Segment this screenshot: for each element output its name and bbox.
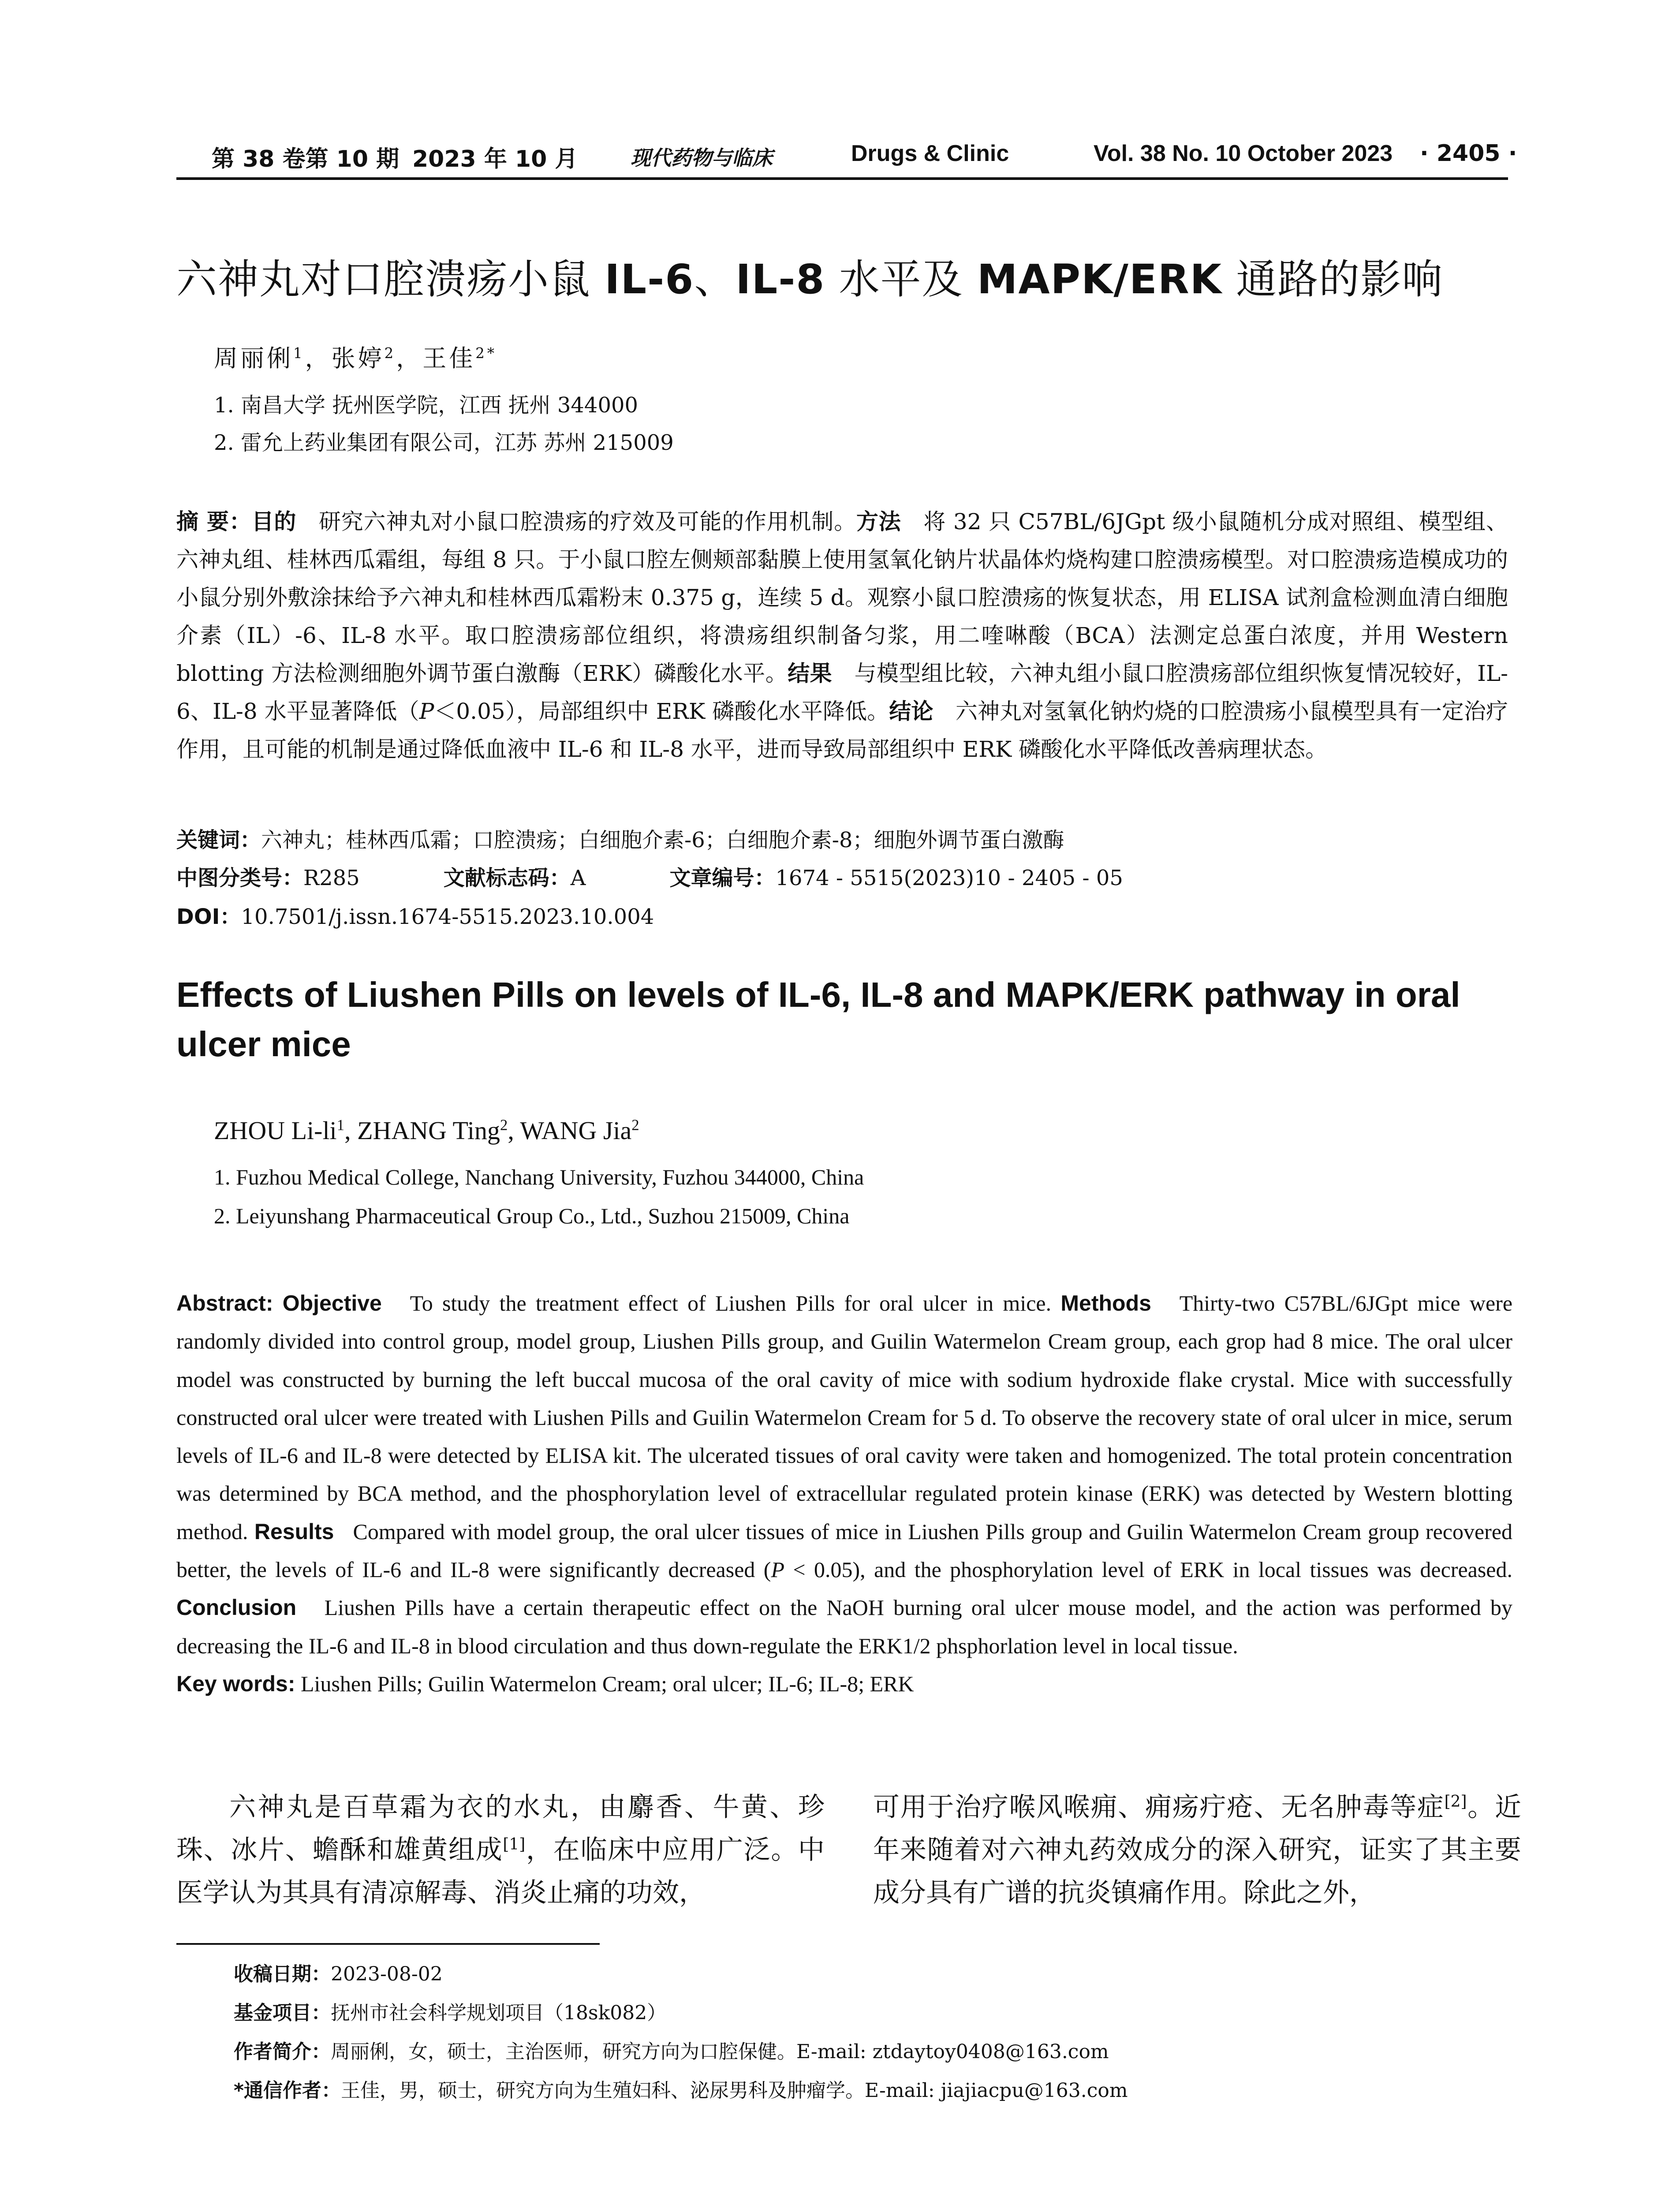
results-label: 结果: [788, 661, 833, 686]
author-affiliation-mark: 2: [384, 345, 396, 362]
author-affiliation-mark: 2*: [475, 345, 497, 362]
title-cn: [176, 247, 1443, 305]
clc-label: 中图分类号：: [176, 866, 304, 890]
p-value-symbol: P: [771, 1557, 785, 1582]
keywords-text: 六神丸；桂林西瓜霜；口腔溃疡；白细胞介素-6；白细胞介素-8；细胞外调节蛋白激酶: [261, 828, 1064, 852]
footnote-text: 2023-08-02: [331, 1963, 443, 1985]
objective-text: To study the treatment effect of Liushen Pills for oral ulcer in mice.: [410, 1291, 1052, 1316]
author-name: , ZHANG Ting: [344, 1116, 500, 1145]
citation-ref[interactable]: [2]: [1444, 1793, 1467, 1811]
conclusion-label: 结论: [889, 699, 933, 724]
header-rule: [176, 177, 1508, 180]
body-column-left: [176, 1786, 825, 1914]
issue-en: Vol. 38 No. 10 October 2023: [1094, 141, 1393, 166]
title-cn-part: IL-8: [735, 256, 825, 303]
title-cn-part: 六神丸对口腔溃疡小鼠: [176, 256, 591, 303]
doc-code-label: 文献标志码：: [443, 866, 571, 890]
title-en: Effects of Liushen Pills on levels of IL-6, IL-8 and MAPK/ERK pathway in oral ulcer mice: [176, 975, 1460, 1064]
author-name: ，王佳: [396, 344, 476, 372]
abstract-label: Abstract:: [176, 1291, 273, 1316]
doi-link[interactable]: 10.7501/j.issn.1674-5515.2023.10.004: [241, 904, 654, 929]
footnote-fund: [234, 1997, 666, 2025]
title-cn-part: 水平及: [839, 256, 963, 303]
affiliation-cn-2: 2. 雷允上药业集团有限公司，江苏 苏州 215009: [214, 430, 674, 455]
author-name: ，张婷: [305, 344, 385, 372]
footnote-rule: [176, 1943, 600, 1945]
citation-ref[interactable]: [1]: [503, 1835, 526, 1854]
abstract-en: [176, 1284, 1512, 1703]
methods-text: 将 32 只 C57BL/6JGpt 级小鼠随机分成对照组、模型组、六神丸组、桂林西瓜霜组，每组 8 只。于小鼠口腔左侧颊部黏膜上使用氢氧化钠片状晶体灼烧构建口腔溃疡模型。对口腔溃疡造模成功的小鼠分别外敷涂抹给予六神丸和桂林西瓜霜粉末 0.375 g，连续 5 d。观察小鼠口腔溃疡的恢复状态，用 ELISA 试剂盒检测血清白细胞介素（IL）-6、IL-8 水平。取口腔溃疡部位组织，将溃疡组织制备匀浆，用二喹啉酸（BCA）法测定总蛋白浓度，并用 Western blotting 方法检测细胞外调节蛋白激酶（ERK）磷酸化水平。: [176, 509, 1508, 686]
footnote-text: 抚州市社会科学规划项目（18sk082）: [331, 2002, 667, 2024]
objective-label: 目的: [251, 509, 297, 534]
keywords-label: 关键词：: [176, 828, 261, 852]
objective-label: Objective: [282, 1291, 382, 1316]
authors-en: [214, 1116, 639, 1145]
author-affiliation-mark: 1: [336, 1116, 345, 1134]
body-text: 六神丸是百草霜为衣的水丸，由麝香、牛黄、珍珠、冰片、蟾酥和雄黄组成: [176, 1792, 825, 1865]
results-text: Compared with model group, the oral ulcer tissues of mice in Liushen Pills group and Guilin Watermelon Cream group recovered better, the levels of IL-6 and IL-8 were significantly decreased (: [176, 1519, 1513, 1582]
results-text: ＜0.05），局部组织中 ERK 磷酸化水平降低。: [434, 699, 889, 724]
running-head: [176, 140, 1517, 176]
keywords-label: Key words:: [176, 1671, 295, 1696]
journal-en: Drugs & Clinic: [851, 141, 1009, 166]
footnote-text: 王佳，男，硕士，研究方向为生殖妇科、泌尿男科及肿瘤学。E-mail: jiajiacpu@163.com: [341, 2079, 1128, 2102]
results-text: 与模型组比较，六神丸组小鼠口腔溃疡部位组织恢复情况较好，IL-6、IL-8 水平显著降低（: [176, 661, 1508, 724]
article-number-value: 1674 - 5515(2023)10 - 2405 - 05: [775, 866, 1123, 890]
body-text: 。近年来随着对六神丸药效成分的深入研究，证实了其主要成分具有广谱的抗炎镇痛作用。除此之外，: [873, 1792, 1522, 1908]
methods-label: 方法: [856, 509, 901, 534]
doc-code-value: A: [570, 866, 586, 890]
results-label: Results: [254, 1519, 334, 1544]
title-cn-part: 、: [694, 256, 736, 303]
article-number-label: 文章编号：: [669, 866, 776, 890]
affiliation-en-2: 2. Leiyunshang Pharmaceutical Group Co., Ltd., Suzhou 215009, China: [214, 1203, 850, 1228]
results-text: < 0.05), and the phosphorylation level of ERK in local tissues was decreased.: [784, 1557, 1512, 1582]
objective-text: 研究六神丸对小鼠口腔溃疡的疗效及可能的作用机制。: [318, 509, 857, 534]
conclusion-label: Conclusion: [176, 1595, 297, 1620]
body-text: ，在临床中应用广泛。中医学认为其具有清凉解毒、消炎止痛的功效，: [176, 1835, 825, 1908]
footnote-label: *通信作者：: [234, 2079, 341, 2102]
classification-line: [176, 861, 1123, 891]
affiliation-en-1: 1. Fuzhou Medical College, Nanchang University, Fuzhou 344000, China: [214, 1165, 864, 1189]
abstract-label: 摘 要：: [176, 509, 252, 534]
author-affiliation-mark: 2: [631, 1116, 639, 1134]
title-cn-part: MAPK/ERK: [977, 256, 1222, 303]
author-name: , WANG Jia: [508, 1116, 632, 1145]
journal-cn: 现代药物与临床: [631, 146, 773, 170]
footnote-correspondence: [234, 2074, 1128, 2103]
authors-cn: [214, 340, 497, 374]
abstract-cn: [176, 503, 1508, 768]
footnote-text: 周丽俐，女，硕士，主治医师，研究方向为口腔保健。E-mail: ztdaytoy0408@163.com: [331, 2041, 1109, 2063]
methods-text: Thirty-two C57BL/6JGpt mice were randomly divided into control group, model group, Liushen Pills group, and Guilin Watermelon Cream group, each grop had 8 mice. The oral ulcer model was constructed by burning the left buccal mucosa of the oral cavity of mice with sodium hydroxide flake crystal. Mice with successfully constructed oral ulcer were treated with Liushen Pills and Guilin Watermelon Cream for 5 d. To observe the recovery state of oral ulcer in mice, serum levels of IL-6 and IL-8 were detected by ELISA kit. The ulcerated tissues of oral cavity were taken and homogenized. The total protein concentration was determined by BCA method, and the phosphorylation level of extracellular regulated protein kinase (ERK) was detected by Western blotting method.: [176, 1291, 1513, 1544]
author-affiliation-mark: 2: [500, 1116, 508, 1134]
p-value-symbol: P: [419, 699, 434, 724]
author-name: ZHOU Li-li: [214, 1116, 337, 1145]
author-affiliation-mark: 1: [293, 345, 305, 362]
date-cn: 2023 年 10 月: [412, 146, 578, 172]
conclusion-text: Liushen Pills have a certain therapeutic effect on the NaOH burning oral ulcer mouse model, and the action was performed by decreasing the IL-6 and IL-8 in blood circulation and thus down-regulate the ERK1/2 phsphorlation level in local tissue.: [176, 1595, 1513, 1658]
affiliation-cn-1: 1. 南昌大学 抚州医学院，江西 抚州 344000: [214, 393, 638, 418]
body-text: 可用于治疗喉风喉痈、痈疡疔疮、无名肿毒等症: [873, 1792, 1445, 1823]
title-cn-part: 通路的影响: [1236, 256, 1444, 303]
keywords-text: Liushen Pills; Guilin Watermelon Cream; oral ulcer; IL-6; IL-8; ERK: [301, 1671, 914, 1696]
footnote-received: [234, 1958, 443, 1986]
footnote-label: 收稿日期：: [234, 1963, 331, 1985]
title-cn-part: IL-6: [605, 256, 694, 303]
page-number: · 2405 ·: [1420, 140, 1517, 167]
body-column-right: [873, 1786, 1521, 1914]
keywords-cn: [176, 823, 1064, 853]
methods-label: Methods: [1060, 1291, 1151, 1316]
footnote-author: [234, 2036, 1109, 2064]
conclusion-text: 六神丸对氢氧化钠灼烧的口腔溃疡小鼠模型具有一定治疗作用，且可能的机制是通过降低血液中 IL-6 和 IL-8 水平，进而导致局部组织中 ERK 磷酸化水平降低改善病理状态。: [176, 699, 1508, 762]
issue-cn: 第 38 卷第 10 期: [212, 146, 399, 172]
footnote-label: 作者简介：: [234, 2041, 331, 2063]
author-name: 周丽俐: [214, 344, 293, 372]
doi-label: DOI：: [176, 904, 241, 929]
doi-line: [176, 900, 654, 930]
clc-value: R285: [303, 866, 360, 890]
footnote-label: 基金项目：: [234, 2002, 331, 2024]
